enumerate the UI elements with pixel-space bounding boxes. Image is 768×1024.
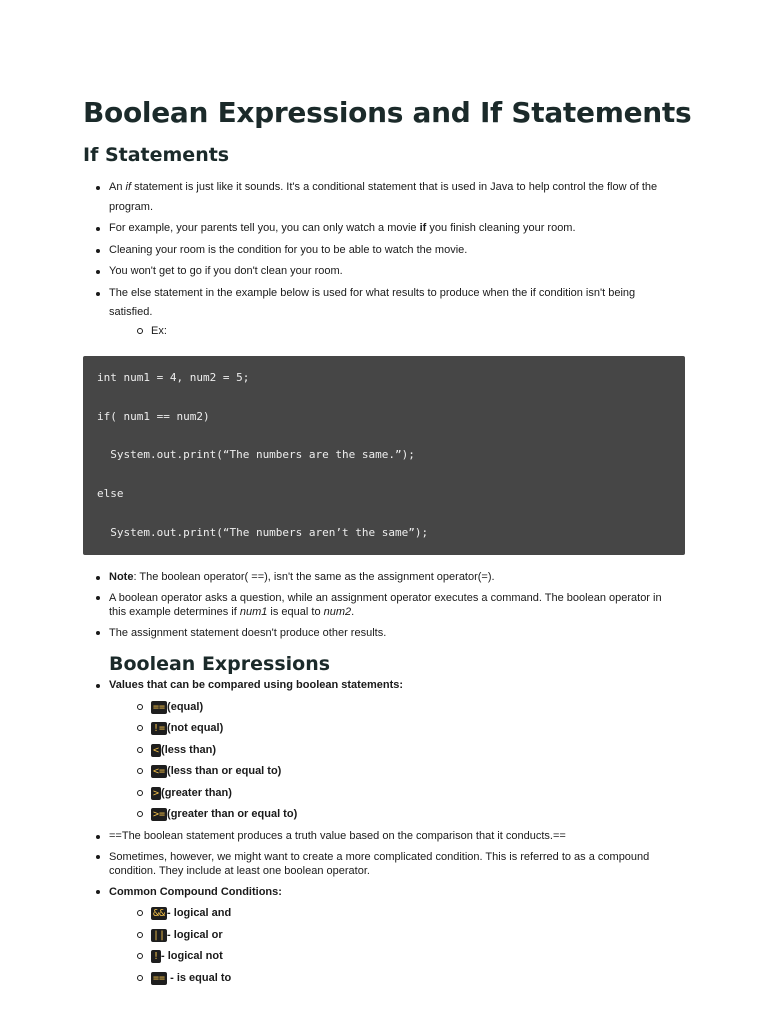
code-block — [83, 356, 685, 555]
operator-item: >= (greater than or equal to) — [135, 807, 663, 822]
boolean-expressions-list — [93, 678, 663, 992]
section-heading-boolean-expressions: Boolean Expressions — [109, 653, 331, 675]
operator-item: ! - logical not — [135, 949, 663, 964]
operator-code: ! — [153, 951, 160, 963]
operator-code: != — [153, 723, 166, 735]
operator-code: || — [153, 929, 166, 941]
operator-item: == - is equal to — [135, 971, 663, 986]
list-item: You won't get to go if you don't clean your room. — [93, 262, 663, 282]
sub-list — [109, 324, 663, 339]
list-item: ==The boolean statement produces a truth value based on the comparison that it conducts.== — [93, 829, 663, 844]
code-line: int num1 = 4, num2 = 5; — [97, 371, 250, 384]
code-line: if( num1 == num2) — [97, 410, 210, 423]
notes-list — [93, 570, 663, 646]
list-item: Common Compound Conditions: && - logical and || - logical or ! - logical not == - is equal to — [93, 885, 663, 986]
list-item: Cleaning your room is the condition for you to be able to watch the movie. — [93, 241, 663, 261]
operator-item: > (greater than) — [135, 786, 663, 801]
operator-code: <= — [153, 766, 166, 778]
list-item: The else statement in the example below is used for what results to produce when the if condition isn't being satisfied. Ex: — [93, 284, 663, 339]
list-item: Note: The boolean operator( ==), isn't the same as the assignment operator(=). — [93, 570, 663, 585]
operator-code: == — [153, 972, 166, 984]
list-item: An if statement is just like it sounds. It's a conditional statement that is used in Java to help control the flow of the program. — [93, 178, 663, 217]
list-item: The assignment statement doesn't produce other results. — [93, 626, 663, 641]
list-item: Sometimes, however, we might want to create a more complicated condition. This is referred to as a compound condition. They include at least one boolean operator. — [93, 850, 663, 879]
operator-item: == (equal) — [135, 700, 663, 715]
operator-code: < — [153, 744, 160, 756]
code-line: else — [97, 487, 124, 500]
code-line: System.out.print(“The numbers aren’t the same”); — [97, 526, 429, 539]
list-item: A boolean operator asks a question, while an assignment operator executes a command. The boolean operator in this example determines if num1 is equal to num2. — [93, 591, 663, 620]
list-item: Values that can be compared using boolean statements: == (equal) != (not equal) < (less than) <= (less than or equal to) > (greater than) >= (greater than or equal to) — [93, 678, 663, 822]
section-heading-if-statements: If Statements — [83, 144, 230, 166]
operator-item: < (less than) — [135, 743, 663, 758]
list-item: For example, your parents tell you, you can only watch a movie if you finish cleaning your room. — [93, 219, 663, 239]
operator-code: == — [153, 701, 166, 713]
operator-code: > — [153, 787, 160, 799]
comparison-operators-list — [109, 700, 663, 823]
operator-code: && — [153, 908, 166, 920]
operator-item: <= (less than or equal to) — [135, 764, 663, 779]
operator-item: != (not equal) — [135, 721, 663, 736]
page-title: Boolean Expressions and If Statements — [83, 96, 692, 129]
operator-item: && - logical and — [135, 906, 663, 921]
operator-code: >= — [153, 809, 166, 821]
code-line: System.out.print(“The numbers are the same.”); — [97, 448, 415, 461]
if-statements-list — [93, 178, 663, 345]
operator-item: || - logical or — [135, 928, 663, 943]
sub-list-item: Ex: — [135, 324, 663, 339]
compound-operators-list — [109, 906, 663, 986]
